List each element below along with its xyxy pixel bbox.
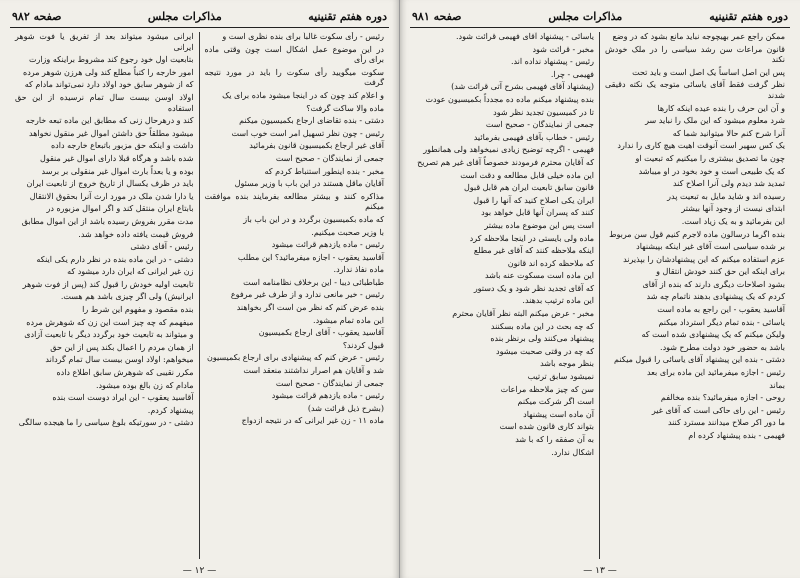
text-line: بنده اگرما درسالون ماده لاجرم کنیم قول سن مربوط <box>609 229 785 239</box>
text-line: این ماده است مسکوت عنه باشد <box>484 271 594 281</box>
text-line: مذاکره کنند و بیشتر مطالعه بفرمایند بنده موافقت میکنم <box>204 191 384 212</box>
text-line: دشتی - بنده این پیشنهاد آقای یاسائی را قبول میکنم <box>614 355 785 365</box>
text-line: به آن صفقه را که با شد <box>515 435 594 444</box>
text-line: نظر گرفت فقط آقای یاسائی متوجه یک نکته دقیقی شدند <box>605 80 785 100</box>
text-line: یک کس سهیر است آنوقت اهیت هیچ کاری را ندارد <box>617 141 785 151</box>
column-left <box>10 32 200 559</box>
text-line: (بشرح ذیل قرائت شد) <box>307 403 384 413</box>
text-line: جمعی از نمایندگان - صحیح است <box>275 378 384 388</box>
text-line: پس این اصل اساساً یک اصل است و باید تحت <box>632 67 785 77</box>
text-line: که ملاحظه کرده اند قانون <box>507 258 594 268</box>
text-line: که چه در وقتی صحبت میشود <box>496 346 594 356</box>
text-line: میخواهم: اولاد اوسن بیست سال تمام گرداند <box>45 355 194 365</box>
text-line: آقاسید یعقوب - اجازه میفرمائید؟ این مطلب <box>237 252 384 262</box>
text-line: اینکه ملاحظه کنند که آقای غیر مطلع <box>473 246 594 256</box>
text-line: تا در کمیسیون تجدید نظر شود <box>493 107 594 117</box>
page-number-label: صفحه ۹۸۲ <box>12 9 62 23</box>
page-footer: — ۱۲ — <box>182 566 217 576</box>
text-line: میشود مطلقاً حق داشتن اموال غیر منقول نخواهد <box>29 128 194 138</box>
text-line: دشتی - در سورتیکه بلوغ سیاسی را ما هیجده سالگی <box>18 418 194 428</box>
text-line: بشود اصلاحات دیگری دارند که بنده از آقای <box>642 279 785 289</box>
text-line: این ماده خیلی قابل مطالعه و دقت است <box>460 170 594 180</box>
text-line: مخبر - عرض میکنم البته نظر آقایان محترم <box>452 309 594 319</box>
text-line: آقاسید یعقوب - این راجع به ماده است <box>657 305 785 315</box>
text-line: قبول کردند؟ <box>342 340 384 350</box>
column-left <box>410 32 600 559</box>
page-header <box>410 8 790 28</box>
text-line: مخبر - بنده اینطور استنباط کردم که <box>264 166 384 176</box>
text-line: برای اینکه این حق کنند خودش انتقال و <box>656 267 785 277</box>
text-line: بتواند کاری قانون شده است <box>499 422 594 432</box>
text-line: ابتدای نیست از وجود آنها بیشتر <box>681 204 785 214</box>
text-line: که آقای تجدید نظر شود و یک دستور <box>473 283 594 293</box>
text-line: این بفرمائید و به یک زیاد است. <box>681 216 785 226</box>
text-line: بماند <box>769 380 785 390</box>
text-line: که از شوهر سابق خود اولاد دارد نمی‌تواند مادام که <box>24 80 194 90</box>
text-line: باید در ظرف یکسال از تاریخ خروج از تابعیت ایران <box>26 179 194 189</box>
text-line: طباطبائی دیبا - این برخلاف نظامنامه است <box>243 277 384 287</box>
text-line: مخبر - قرائت شود <box>532 44 594 54</box>
text-line: ماده ۱۱ - زن غیر ایرانی که در نتیجه ازدواج <box>241 416 384 426</box>
text-line: پیشنهاد کردم. <box>147 405 194 415</box>
text-line: ایرانی میشود میتواند بعد از تفریق یا فوت شوهر ایرانی <box>15 32 194 52</box>
text-columns <box>410 32 790 559</box>
text-line: این ماده ترتیب بدهند. <box>522 296 594 306</box>
text-line: آنرا شرح کنم حالا میتوانید شما که <box>672 128 785 138</box>
text-line: بر شده سیاسی است آقای غیر اینکه بپیشنهاد <box>636 242 785 252</box>
text-line: با وزیر صحبت میکنیم. <box>311 227 384 237</box>
text-line: قانون سابق تابعیت ایران هم قابل قبول <box>463 183 594 193</box>
text-line: کند و درهرحال زنی که مطابق این ماده تبعه خارجه <box>25 116 194 126</box>
session-label: دوره هفتم تقنینیه <box>709 9 788 23</box>
text-line: در این موضوع عمل اشکال است چون وقتی ماده برای رأی <box>204 44 384 65</box>
text-line: بتابعیت اول خود رجوع کند مشروط براینکه وزارت <box>28 55 194 65</box>
text-line: بنده مقصود و مفهوم این شرط را <box>82 305 194 315</box>
text-line: ماده والا ساکت گرفت؟ <box>306 103 384 113</box>
text-line: بنده عرض کنم که نظر من است اگر بخواهند <box>236 303 384 313</box>
text-line: چون ما تصدیق بیشتری را میکنیم که تبعیت او <box>635 153 785 163</box>
text-line: سن که چیز ملاحظه مراعات <box>500 384 594 394</box>
text-line: قانون مراعات سن رشد سیاسی را در ملک خودش نکند <box>605 44 785 65</box>
page-number-label: صفحه ۹۸۱ <box>412 9 462 23</box>
text-line: رئیس - ماده یازدهم قرائت میشود <box>271 391 384 401</box>
text-line: آن ماده است پیشنهاد <box>523 409 594 419</box>
text-line: رئیس - عرض کنم که پیشنهادی برای ارجاع بکمیسیون <box>206 353 384 363</box>
text-line: رئیس - پیشنهاد نداده اند. <box>510 57 594 67</box>
text-line: رئیس - ماده یازدهم قرائت میشود <box>271 240 384 250</box>
text-line: ممکن راجع عمر بهیچوجه نباید مانع بشود که در وضع <box>612 32 785 41</box>
text-line: سکوت میگویید رأی سکوت را باید در مورد نتیجه گرفت <box>204 67 384 88</box>
text-columns <box>10 32 389 559</box>
text-line: که ماده بکمیسیون برگردد و در این باب باز <box>243 214 384 224</box>
text-line: زن غیر ایرانی که ایران دارد میشود که <box>67 267 194 277</box>
header-title: مذاکرات مجلس <box>147 9 222 23</box>
column-right <box>200 32 390 559</box>
text-line: مکرر نقیبی که شوهرش سابق اطلاع داده <box>56 368 194 378</box>
text-line: رئیس - آقای دشتی <box>130 242 194 252</box>
text-line: باشد به حضور خود دولت مطرح شود. <box>660 342 785 352</box>
text-line: رئیس - رأی سکوت غالباً برای بنده نظری است و <box>222 32 384 41</box>
text-line: رئیس - این رای حاکی است که آقای غیر <box>651 405 785 415</box>
text-line: عزم استفاده میکنم که این پیشنهادشان را بپذیرند <box>623 254 785 264</box>
text-line: اشکال ندارد. <box>551 447 594 457</box>
text-line: کردم که یک پیشنهادی بدهند ناتمام چه شد <box>646 292 785 302</box>
text-line: بنظر موجه باشد <box>540 359 594 369</box>
text-line: داشت و اینکه حق مزبور باتبعاع خارجه داده <box>50 141 194 151</box>
text-line: و میتواند به تابعیت خود برگردد دیگر با تابعیت آزادی <box>24 330 194 340</box>
text-line: مدت مقرر بفروش رسیده باشد از این اموال مطابق <box>21 216 194 226</box>
text-line: فروش قیمت یافته داده خواهد شد. <box>78 229 194 239</box>
text-line: تمدید شد دیدم ولی آنرا اصلاح کند <box>672 179 785 189</box>
text-line: مادام که زن بالغ بوده میشود. <box>95 380 194 390</box>
text-line: و آن این حرف را بنده عیده اینکه کارها <box>657 103 785 113</box>
text-line: که چه بحث در این ماده بسکنند <box>490 321 594 331</box>
text-line: ما دور اکر صلاح میدانند مسترد کنند <box>667 418 785 428</box>
text-line: است پس این موضوع ماده بیشتر <box>484 220 594 230</box>
text-line: نمیشود سابق ترتیب <box>527 372 594 382</box>
text-line: و اعلام کند چون که در اینجا میشود ماده برای یک <box>222 90 384 100</box>
text-line: است اگر شرکت میکنم <box>517 397 594 407</box>
text-line: بنده پیشنهاد میکنم ماده ده مجدداً بکمیسیون عودت <box>425 94 594 104</box>
page-header <box>10 8 389 28</box>
text-line: شد و آقایان هم اصرار نداشتند منعقد است <box>243 366 384 376</box>
text-line: روحی - اجازه میفرمائید؟ بنده مخالفم <box>660 393 785 403</box>
text-line: فهیمی - اگرچه توضیح زیادی نمیخواهد ولی همانطور <box>423 145 594 155</box>
text-line: دشتی - بنده تقاضای ارجاع بکمیسیون میکنم <box>239 116 384 126</box>
text-line: ماده ولی بایستی در اینجا ملاحظه کرد <box>469 233 594 243</box>
text-line: شده باشد و هرگاه قبلا دارای اموال غیر منقول <box>40 153 194 163</box>
session-label: دوره هفتم تقنینیه <box>308 9 387 23</box>
text-line: تابعیت اولیه خودش را قبول کند (پس از فوت شوهر <box>22 279 194 289</box>
page-footer: — ۱۳ — <box>583 566 617 576</box>
text-line: جمعی از نمایندگان - صحیح است <box>485 120 594 130</box>
text-line: شرد معلوم میشود که این ملک را نباید سر <box>645 116 785 126</box>
text-line: این ماده تمام میشود. <box>313 315 384 325</box>
text-line: آقایان ماقل هستند در این باب با وزیر مسئول <box>234 179 384 189</box>
text-line: رئیس - چون نظر تسهیل امر است خوب است <box>231 128 384 138</box>
text-line: یا دارا شدن ملک در مورد ارث آنرا بحقوق الانتقال <box>29 191 194 201</box>
text-line: فهیمی - چرا. <box>550 69 594 79</box>
text-line: یاسائی - پیشنهاد آقای فهیمی قرائت شود. <box>456 32 594 41</box>
text-line: از همان مردم را اعمال بکند پس از این حق <box>50 342 194 352</box>
text-line: (پیشنهاد آقای فهیمی بشرح آتی قرائت شد) <box>451 82 594 92</box>
text-line: آقاسید یعقوب - این ایراد دوست است بنده <box>52 393 194 403</box>
text-line: ولیکن میکنم که یک پیشنهادی شده است که <box>641 330 785 340</box>
text-line: بوده و یا بعداً بارث اموال غیر منقولی بر برسد <box>41 166 194 176</box>
text-line: اولاد اوسن بیست سال تمام نرسیده از این حق استفاده <box>15 92 194 113</box>
text-line: آقای غیر ارجاع بکمیسیون قانون بفرمائید <box>249 141 384 151</box>
text-line: رئیس - خیر مانعی ندارد و از طرف غیر مرفوع <box>230 290 384 300</box>
text-line: یاسائی - بنده تمام دیگر استرداد میکنم <box>658 317 785 327</box>
text-line: رسیده اند و شاید مایل به تبعیت پدر <box>667 191 785 201</box>
text-line: کنند که پسران آنها قابل خواهد بود <box>481 208 594 218</box>
text-line: ایران یکی اصلاح کنید که آنها را قبول <box>473 195 594 205</box>
text-line: بابتاع ایران منتقل کند و اگر اموال مزبوره در <box>46 204 194 214</box>
text-line: آقاسید یعقوب - آقای ارجاع بکمیسیون <box>258 328 384 338</box>
text-line: میفهمم که چه چیز است این زن که شوهرش مرده <box>26 317 194 327</box>
text-line: رئیس - خطاب بآقای فهیمی بفرمائید <box>473 132 594 142</box>
header-title: مذاکرات مجلس <box>548 9 623 23</box>
text-line: امور خارجه را کتباً مطلع کند ولی هرزن شوهر مرده <box>23 67 194 77</box>
text-line: ایرانیش) ولی اگر چیزی باشد هم هست. <box>60 292 194 302</box>
text-line: جمعی از نمایندگان - صحیح است <box>275 153 384 163</box>
column-right <box>600 32 790 559</box>
text-line: ماده نفاذ ندارد. <box>333 265 384 275</box>
text-line: که یک طبیعی است و خود بخود در او میباشد <box>638 166 785 176</box>
text-line: پیشنهاد می‌کنند ولی برنظر بنده <box>490 334 594 344</box>
text-line: دشتی - در این ماده بنده در نظر دارم یکی اینکه <box>36 254 194 264</box>
text-line: که آقایان محترم فرمودند خصوصاً آقای غیر هم تصریح <box>417 157 594 167</box>
text-line: رئیس - اجازه میفرمائید این ماده برای بعد <box>646 368 785 378</box>
right-page <box>400 0 800 578</box>
text-line: فهیمی - بنده پیشنهاد کرده ام <box>688 431 785 440</box>
